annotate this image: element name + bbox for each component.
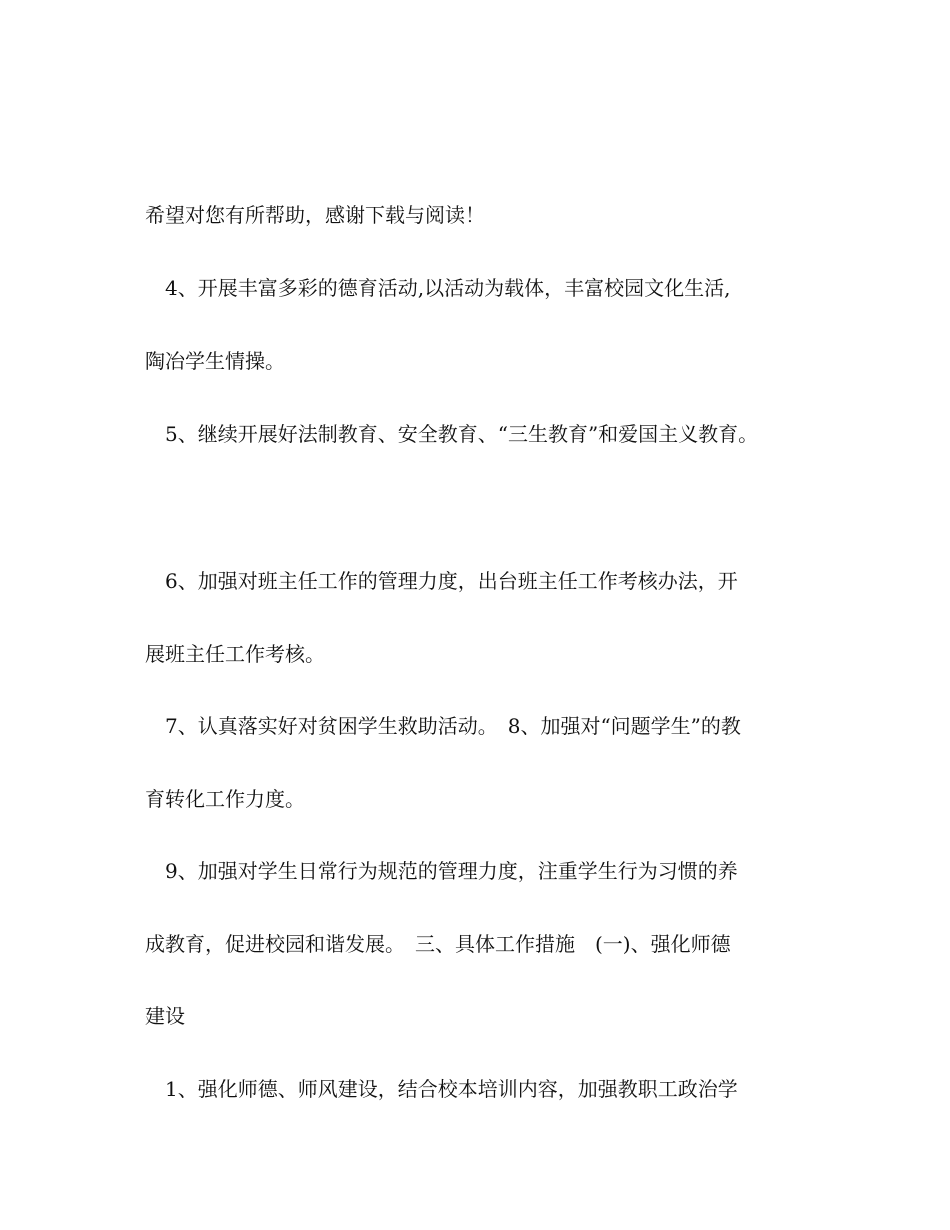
paragraph-9-line-2: 成教育，促进校园和谐发展。 三、具体工作措施 (一)、强化师德: [145, 932, 731, 956]
paragraph-7-8-line-2: 育转化工作力度。: [145, 787, 305, 811]
paragraph-6-line-1: 6、加强对班主任工作的管理力度，出台班主任工作考核办法，开: [165, 569, 738, 593]
paragraph-9-line-1: 9、加强对学生日常行为规范的管理力度，注重学生行为习惯的养: [165, 859, 738, 883]
measure-1-line-1: 1、强化师德、师风建设，结合校本培训内容，加强教职工政治学: [165, 1077, 738, 1101]
paragraph-4-line-2: 陶冶学生情操。: [145, 349, 285, 373]
section-heading-continuation: 建设: [145, 1004, 185, 1028]
paragraph-7-8-line-1: 7、认真落实好对贫困学生救助活动。 8、加强对“问题学生”的教: [165, 714, 741, 738]
paragraph-5-line-1: 5、继续开展好法制教育、安全教育、“三生教育”和爱国主义教育。: [165, 422, 759, 446]
paragraph-6-line-2: 展班主任工作考核。: [145, 642, 325, 666]
closing-note: 希望对您有所帮助，感谢下载与阅读！: [145, 203, 485, 227]
paragraph-4-line-1: 4、开展丰富多彩的德育活动,以活动为载体，丰富校园文化生活,: [165, 276, 731, 300]
